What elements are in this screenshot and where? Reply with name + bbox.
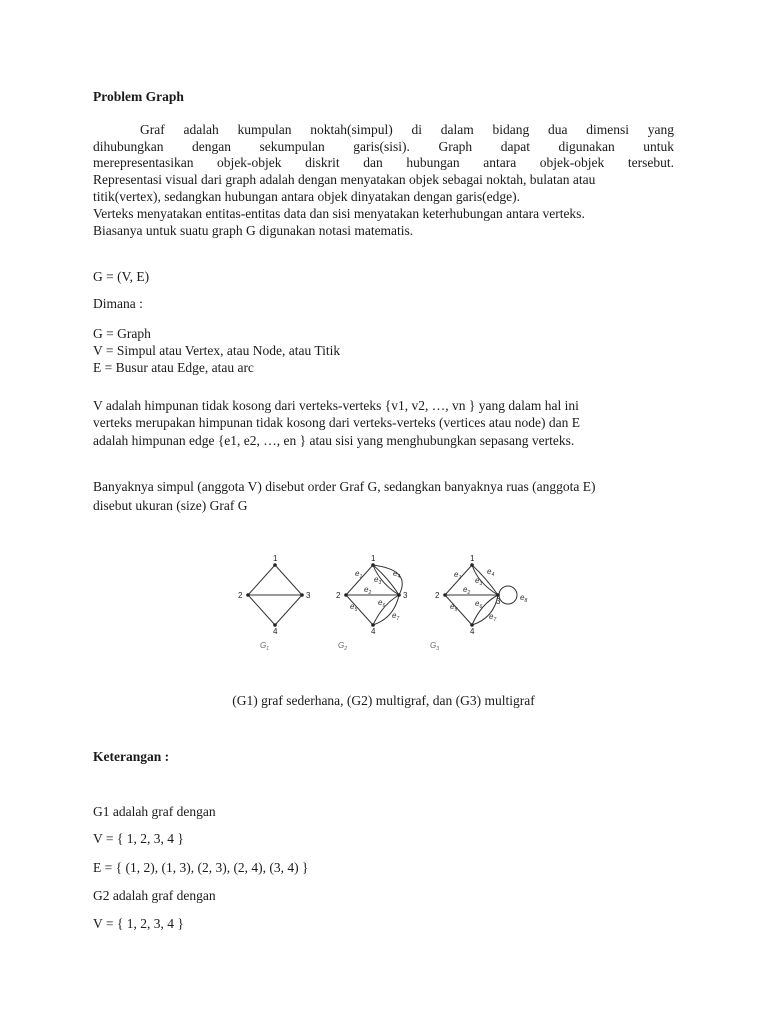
document-title: Problem Graph xyxy=(93,89,184,104)
edge-label: $e_5$ xyxy=(350,602,358,613)
vertex-label: 1 xyxy=(273,554,278,563)
graph-name-g3: $G_3$ xyxy=(430,641,440,652)
detail-line: G1 adalah graf dengan xyxy=(93,804,216,819)
description-line: verteks merupakan himpunan tidak kosong dari verteks-verteks (vertices atau node) dan E xyxy=(93,415,580,430)
graph-figure xyxy=(230,550,530,656)
definition-item: G = Graph xyxy=(93,326,151,341)
graph-name-g2: $G_2$ xyxy=(338,641,348,652)
vertex-label: 1 xyxy=(470,554,475,563)
edge-label: $e_4$ xyxy=(393,569,401,580)
g1-edges xyxy=(248,565,302,625)
edge-label: $e_3$ xyxy=(475,576,483,587)
vertex-label: 3 xyxy=(306,591,311,600)
edge-label: $e_6$ xyxy=(378,598,386,609)
vertex-label: 4 xyxy=(273,627,278,636)
edge-label: $e_5$ xyxy=(450,602,458,613)
figure-caption: (G1) graf sederhana, (G2) multigraf, dan (G3) multigraf xyxy=(232,693,535,708)
description-line: adalah himpunan edge {e1, e2, …, en } atau sisi yang menghubungkan sepasang verteks. xyxy=(93,433,575,448)
graph-name-g1: $G_1$ xyxy=(260,641,270,652)
intro-line: Graf adalah kumpulan noktah(simpul) di dalam bidang dua dimensi yang xyxy=(140,122,674,137)
vertex-label: 2 xyxy=(435,591,440,600)
description-line: disebut ukuran (size) Graf G xyxy=(93,498,248,513)
edge-label: $e_4$ xyxy=(487,567,495,578)
edge-label: $e_6$ xyxy=(475,599,483,610)
definition-item: E = Busur atau Edge, atau arc xyxy=(93,360,254,375)
intro-line: Representasi visual dari graph adalah dengan menyatakan objek sebagai noktah, bulatan atau xyxy=(93,172,596,187)
edge-label: $e_1$ xyxy=(454,570,462,581)
vertex-label: 1 xyxy=(371,554,376,563)
edge-label: $e_2$ xyxy=(364,585,372,596)
intro-line: titik(vertex), sedangkan hubungan antara objek dinyatakan dengan garis(edge). xyxy=(93,189,520,204)
edge-label: $e_1$ xyxy=(355,569,363,580)
detail-line: V = { 1, 2, 3, 4 } xyxy=(93,916,184,931)
edge-label: $e_3$ xyxy=(374,575,382,586)
intro-line: Biasanya untuk suatu graph G digunakan notasi matematis. xyxy=(93,223,414,238)
vertex-label: 3 xyxy=(496,597,501,606)
edge-label: $e_2$ xyxy=(463,585,471,596)
dimana-label: Dimana : xyxy=(93,296,143,311)
vertex-label: 2 xyxy=(336,591,341,600)
intro-line: merepresentasikan objek-objek diskrit dan hubungan antara objek-objek tersebut. xyxy=(93,155,674,170)
graph-name-labels xyxy=(260,641,439,652)
definition-item: V = Simpul atau Vertex, atau Node, atau Titik xyxy=(93,343,341,358)
detail-line: V = { 1, 2, 3, 4 } xyxy=(93,831,184,846)
graph-notation: G = (V, E) xyxy=(93,269,150,284)
vertex-label: 4 xyxy=(470,627,475,636)
edge-label: $e_8$ xyxy=(520,593,528,604)
intro-line: Verteks menyatakan entitas-entitas data dan sisi menyatakan keterhubungan antara verteks. xyxy=(93,206,585,221)
edge-label: $e_7$ xyxy=(392,611,400,622)
detail-line: E = { (1, 2), (1, 3), (2, 3), (2, 4), (3, 4) } xyxy=(93,860,309,875)
vertex-label: 4 xyxy=(371,627,376,636)
graph-figure-svg xyxy=(230,550,530,656)
description-line: V adalah himpunan tidak kosong dari verteks-verteks {v1, v2, …, vn } yang dalam hal ini xyxy=(93,398,579,413)
intro-line: dihubungkan dengan sekumpulan garis(sisi). Graph dapat digunakan untuk xyxy=(93,139,674,154)
detail-line: G2 adalah graf dengan xyxy=(93,888,216,903)
keterangan-heading: Keterangan : xyxy=(93,749,170,764)
vertex-label: 3 xyxy=(403,591,408,600)
vertex-label: 2 xyxy=(238,591,243,600)
description-line: Banyaknya simpul (anggota V) disebut order Graf G, sedangkan banyaknya ruas (anggota E) xyxy=(93,479,596,494)
edge-label: $e_7$ xyxy=(489,612,497,623)
